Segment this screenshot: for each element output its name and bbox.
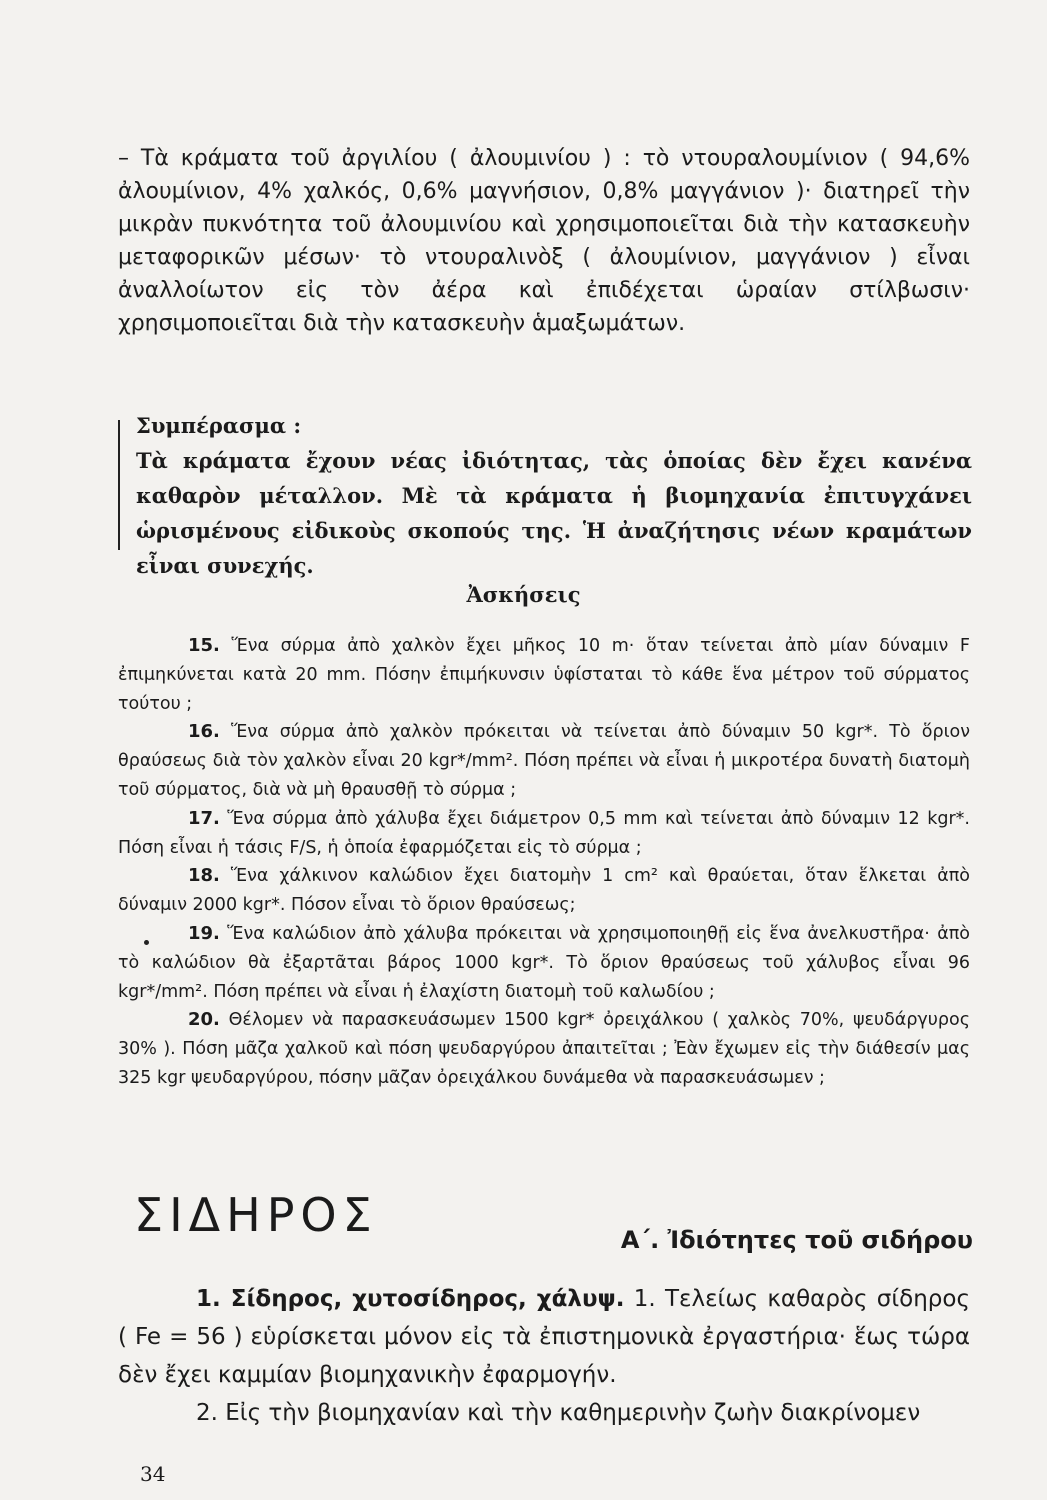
- exercise-number: 20.: [188, 1009, 220, 1031]
- exercise-text: Ἕνα χάλκινον καλώδιον ἔχει διατομὴν 1 cm² καὶ θραύεται, ὅταν ἕλκεται ἀπὸ δύναμιν 2000 kgr*. Πόσον εἶναι τὸ ὅριον θραύσεως;: [118, 866, 970, 916]
- conclusion-heading: Συμπέρασμα :: [136, 413, 302, 438]
- exercise-number: 17.: [188, 807, 220, 829]
- exercise-text: Ἕνα σύρμα ἀπὸ χαλκὸν πρόκειται νὰ τείνεται ἀπὸ δύναμιν 50 kgr*. Τὸ ὅριον θραύσεως διὰ τὸν χαλκὸν εἶναι 20 kgr*/mm². Πόση πρέπει νὰ εἶναι ἡ μικροτέρα δυνατὴ διατομὴ τοῦ σύρματος, διὰ νὰ μὴ θραυσθῇ τὸ σύρμα ;: [118, 722, 970, 800]
- exercise-item: [118, 805, 970, 863]
- exercise-number: 15.: [188, 635, 220, 656]
- conclusion-block: [136, 408, 972, 583]
- iron-section-text: [118, 1280, 970, 1432]
- section-title: ΣΙΔΗΡΟΣ: [134, 1188, 378, 1242]
- exercises-list: [118, 632, 970, 1093]
- exercise-text: Θέλομεν νὰ παρασκευάσωμεν 1500 kgr* ὀρειχάλκου ( χαλκὸς 70%, ψευδάργυρος 30% ). Πόση μᾶζα χαλκοῦ καὶ πόση ψευδαργύρου ἀπαιτεῖται ; Ἐὰν ἔχωμεν εἰς τὴν διάθεσίν μας 325 kgr ψευδαργύρου, πόσην μᾶζαν ὀρειχάλκου δυνάμεθα νὰ παρασκευάσωμεν ;: [118, 1010, 970, 1088]
- subsection-title: Α΄. Ἰδιότητες τοῦ σιδήρου: [620, 1226, 973, 1254]
- conclusion-margin-bar: [118, 420, 120, 550]
- page-number: 34: [140, 1462, 166, 1486]
- exercise-number: 19.: [188, 922, 220, 944]
- exercise-item: [118, 920, 970, 1006]
- conclusion-text: Τὰ κράματα ἔχουν νέας ἰδιότητας, τὰς ὁποίας δὲν ἔχει κανένα καθαρὸν μέταλλον. Μὲ τὰ κράματα ἡ βιομηχανία ἐπιτυγχάνει ὡρισμένους εἰδικοὺς σκοπούς της. Ἡ ἀναζήτησις νέων κραμάτων εἶναι συνεχής.: [136, 448, 972, 578]
- exercise-item: [118, 632, 970, 718]
- exercise-item: [118, 718, 970, 804]
- exercise-item: [118, 862, 970, 920]
- iron-paragraph-2: 2. Εἰς τὴν βιομηχανίαν καὶ τὴν καθημερινὴν ζωὴν διακρίνομεν: [196, 1400, 921, 1426]
- exercise-number: 16.: [188, 721, 220, 743]
- exercise-text: Ἕνα σύρμα ἀπὸ χάλυβα ἔχει διάμετρον 0,5 mm καὶ τείνεται ἀπὸ δύναμιν 12 kgr*. Πόση εἶναι ἡ τάσις F/S, ἡ ὁποία ἐφαρμόζεται εἰς τὸ σύρμα ;: [118, 808, 970, 858]
- exercise-text: Ἕνα σύρμα ἀπὸ χαλκὸν ἔχει μῆκος 10 m· ὅταν τείνεται ἀπὸ μίαν δύναμιν F ἐπιμηκύνεται κατὰ 20 mm. Πόσην ἐπιμήκυνσιν ὑφίσταται τὸ κάθε ἕνα μέτρον τοῦ σύρματος τούτου ;: [118, 636, 970, 714]
- exercise-text: Ἕνα καλώδιον ἀπὸ χάλυβα πρόκειται νὰ χρησιμοποιηθῇ εἰς ἕνα ἀνελκυστῆρα· ἀπὸ τὸ καλώδιον θὰ ἐξαρτᾶται βάρος 1000 kgr*. Τὸ ὅριον θραύσεως τοῦ χάλυβος εἶναι 96 kgr*/mm². Πόση πρέπει νὰ εἶναι ἡ ἐλαχίστη διατομὴ τοῦ καλωδίου ;: [118, 923, 970, 1002]
- iron-paragraph-1-text: 1. Τελείως καθαρὸς σίδηρος ( Fe = 56 ) εὑρίσκεται μόνον εἰς τὰ ἐπιστημονικὰ ἐργαστήρια· ἕως τώρα δὲν ἔχει καμμίαν βιομηχανικὴν ἐφαρμογήν.: [118, 1286, 970, 1388]
- bullet-mark: [144, 940, 149, 945]
- exercise-item: [118, 1006, 970, 1092]
- intro-paragraph: – Τὰ κράματα τοῦ ἀργιλίου ( ἀλουμινίου ) : τὸ ντουραλουμίνιον ( 94,6% ἀλουμίνιον, 4% χαλκός, 0,6% μαγνήσιον, 0,8% μαγγάνιον )· διατηρεῖ τὴν μικρὰν πυκνότητα τοῦ ἀλουμινίου καὶ χρησιμοποιεῖται διὰ τὴν κατασκευὴν μεταφορικῶν μέσων· τὸ ντουραλινὸξ ( ἀλουμίνιον, μαγγάνιον ) εἶναι ἀναλλοίωτον εἰς τὸν ἀέρα καὶ ἐπιδέχεται ὡραίαν στίλβωσιν· χρησιμοποιεῖται διὰ τὴν κατασκευὴν ἁμαξωμάτων.: [118, 146, 970, 336]
- exercise-number: 18.: [188, 865, 220, 887]
- iron-paragraph-heading: 1. Σίδηρος, χυτοσίδηρος, χάλυψ.: [196, 1286, 625, 1312]
- exercises-title: Ἀσκήσεις: [466, 582, 581, 607]
- iron-paragraph-1: [118, 1280, 970, 1394]
